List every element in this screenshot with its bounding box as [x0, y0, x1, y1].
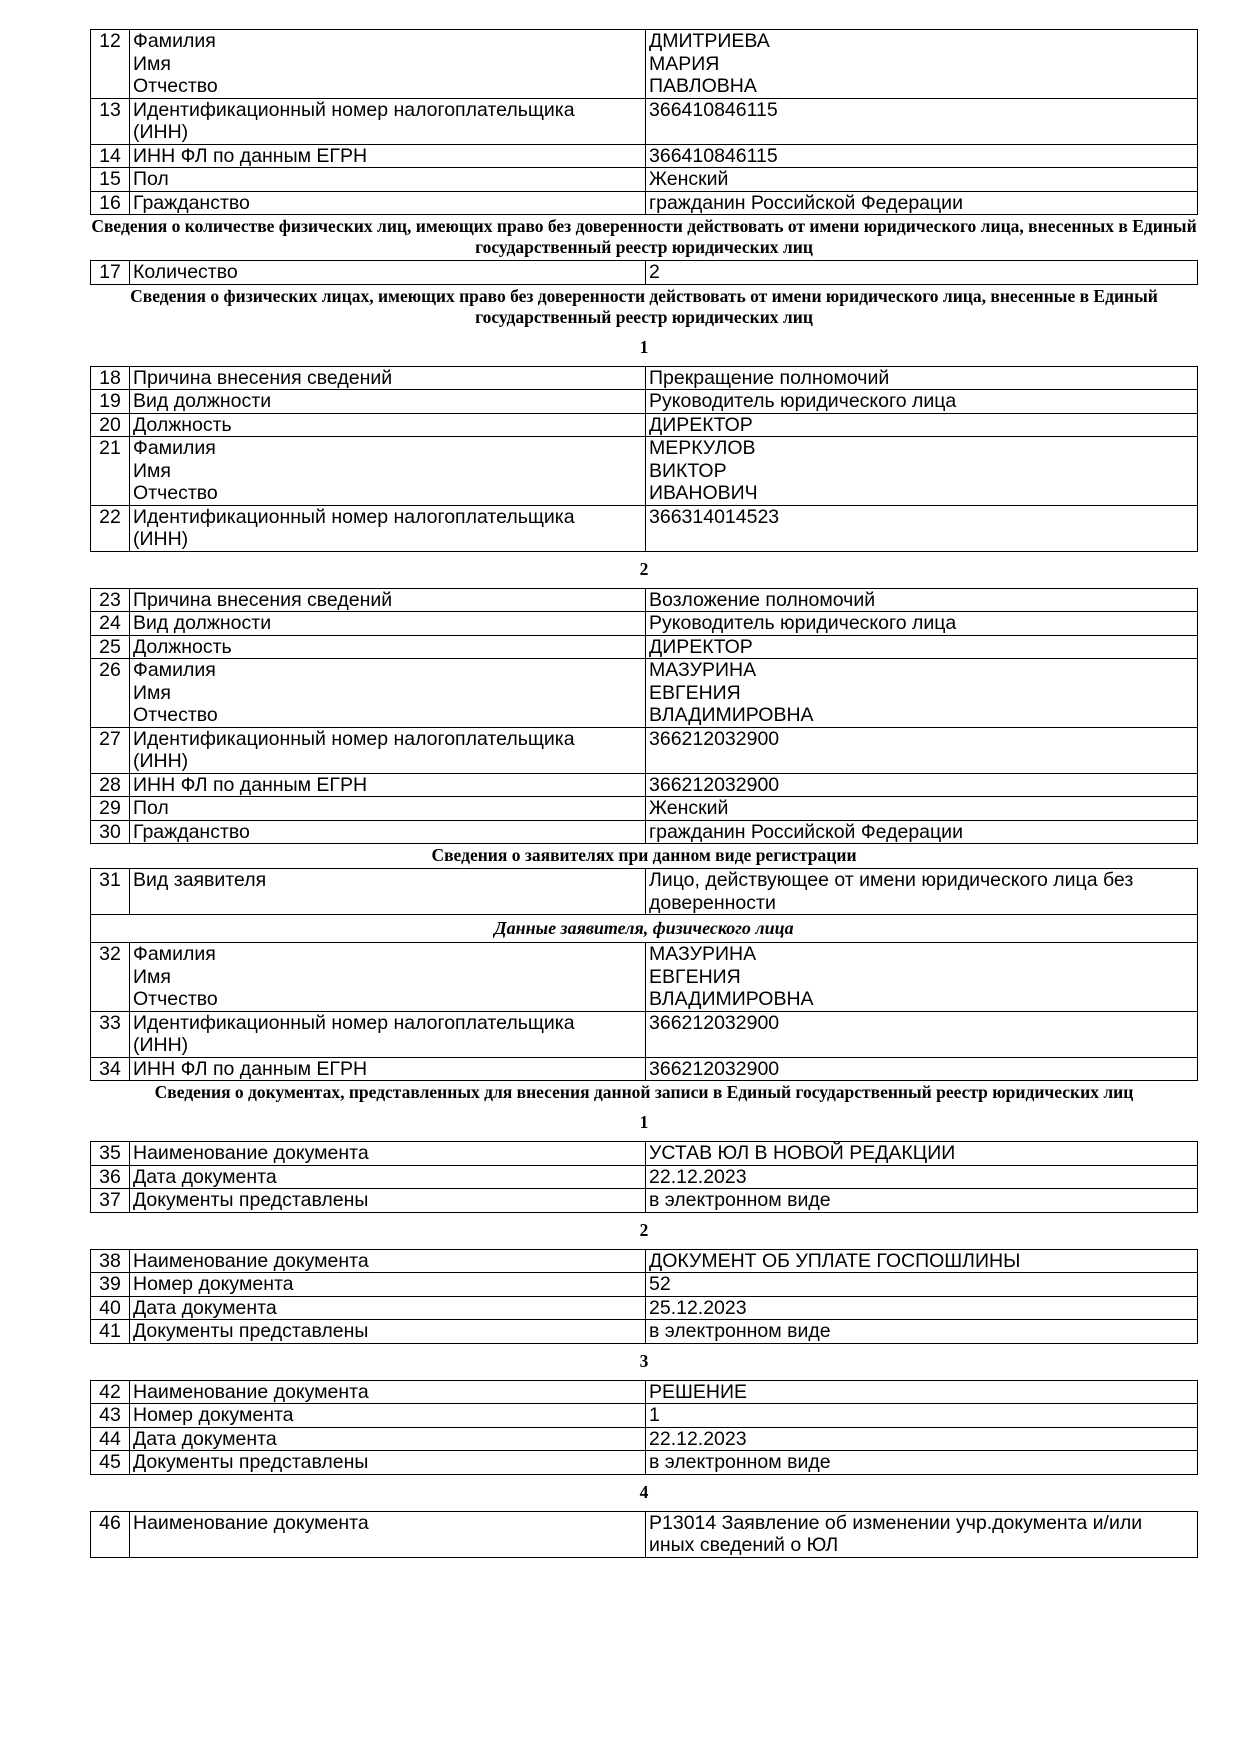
table-row — [91, 1296, 1198, 1320]
field-label: Наименование документа — [130, 1142, 646, 1166]
table-row — [91, 773, 1198, 797]
field-value: 2 — [646, 261, 1198, 285]
field-label: ИНН ФЛ по данным ЕГРН — [130, 1057, 646, 1081]
egrul-record-document — [90, 29, 1198, 1558]
field-value: ДОКУМЕНТ ОБ УПЛАТЕ ГОСПОШЛИНЫ — [646, 1249, 1198, 1273]
row-number: 45 — [91, 1451, 130, 1475]
record-table — [90, 588, 1198, 845]
record-table — [90, 1380, 1198, 1475]
field-value: гражданин Российской Федерации — [646, 191, 1198, 215]
field-label: Номер документа — [130, 1404, 646, 1428]
field-value: Прекращение полномочий — [646, 366, 1198, 390]
table-row — [91, 144, 1198, 168]
table-row — [91, 30, 1198, 99]
field-label: Идентификационный номер налогоплательщика (ИНН) — [130, 1011, 646, 1057]
table-row — [91, 1273, 1198, 1297]
field-value: 366410846115 — [646, 144, 1198, 168]
field-value: ДМИТРИЕВА МАРИЯ ПАВЛОВНА — [646, 30, 1198, 99]
record-table — [90, 260, 1198, 285]
row-number: 39 — [91, 1273, 130, 1297]
row-number: 26 — [91, 659, 130, 728]
row-number: 17 — [91, 261, 130, 285]
field-value: 1 — [646, 1404, 1198, 1428]
field-label: Фамилия Имя Отчество — [130, 943, 646, 1012]
row-number: 24 — [91, 612, 130, 636]
field-label: Фамилия Имя Отчество — [130, 437, 646, 506]
field-label: ИНН ФЛ по данным ЕГРН — [130, 773, 646, 797]
field-label: Пол — [130, 168, 646, 192]
table-row — [91, 1320, 1198, 1344]
row-number: 12 — [91, 30, 130, 99]
row-number: 27 — [91, 727, 130, 773]
field-value: ДИРЕКТОР — [646, 635, 1198, 659]
table-row — [91, 1404, 1198, 1428]
table-row — [91, 659, 1198, 728]
row-number: 41 — [91, 1320, 130, 1344]
row-number: 37 — [91, 1189, 130, 1213]
table-row — [91, 168, 1198, 192]
row-number: 40 — [91, 1296, 130, 1320]
field-label: Дата документа — [130, 1427, 646, 1451]
row-number: 18 — [91, 366, 130, 390]
table-row — [91, 191, 1198, 215]
row-number: 29 — [91, 797, 130, 821]
field-label: Фамилия Имя Отчество — [130, 659, 646, 728]
field-label: Дата документа — [130, 1296, 646, 1320]
field-value: МАЗУРИНА ЕВГЕНИЯ ВЛАДИМИРОВНА — [646, 659, 1198, 728]
row-number: 46 — [91, 1511, 130, 1557]
row-number: 14 — [91, 144, 130, 168]
row-number: 42 — [91, 1380, 130, 1404]
field-value: Р13014 Заявление об изменении учр.документа и/или иных сведений о ЮЛ — [646, 1511, 1198, 1557]
record-table — [90, 366, 1198, 552]
row-number: 15 — [91, 168, 130, 192]
table-row — [91, 437, 1198, 506]
table-row — [91, 635, 1198, 659]
row-number: 20 — [91, 413, 130, 437]
row-number: 38 — [91, 1249, 130, 1273]
table-row — [91, 820, 1198, 844]
field-value: Руководитель юридического лица — [646, 612, 1198, 636]
section-heading: Сведения о документах, представленных для внесения данной записи в Единый государственный реестр юридических лиц — [154, 1082, 1134, 1102]
field-value: 25.12.2023 — [646, 1296, 1198, 1320]
table-row — [91, 1057, 1198, 1081]
row-number: 22 — [91, 505, 130, 551]
row-number: 13 — [91, 98, 130, 144]
field-label: Гражданство — [130, 191, 646, 215]
table-row — [91, 261, 1198, 285]
field-label: Вид заявителя — [130, 869, 646, 915]
section-heading: Сведения о количестве физических лиц, имеющих право без доверенности действовать от имени юридического лица, внесенных в Единый государственный реестр юридических лиц — [91, 216, 1197, 257]
table-row — [91, 943, 1198, 1012]
table-row — [91, 727, 1198, 773]
field-label: Вид должности — [130, 390, 646, 414]
field-value: Возложение полномочий — [646, 588, 1198, 612]
field-value: 22.12.2023 — [646, 1427, 1198, 1451]
field-value: 366212032900 — [646, 727, 1198, 773]
row-number: 30 — [91, 820, 130, 844]
field-value: в электронном виде — [646, 1320, 1198, 1344]
row-number: 23 — [91, 588, 130, 612]
record-table — [90, 1249, 1198, 1344]
field-value: Женский — [646, 168, 1198, 192]
field-value: 22.12.2023 — [646, 1165, 1198, 1189]
table-row — [91, 1451, 1198, 1475]
record-table — [90, 868, 1198, 1081]
field-label: Пол — [130, 797, 646, 821]
field-label: Идентификационный номер налогоплательщика (ИНН) — [130, 505, 646, 551]
applicant-subheading: Данные заявителя, физического лица — [91, 915, 1198, 943]
table-row — [91, 612, 1198, 636]
table-row — [91, 588, 1198, 612]
row-number: 43 — [91, 1404, 130, 1428]
table-row — [91, 1380, 1198, 1404]
row-number: 19 — [91, 390, 130, 414]
table-row — [91, 1511, 1198, 1557]
row-number: 16 — [91, 191, 130, 215]
group-number: 4 — [639, 1481, 649, 1502]
row-number: 36 — [91, 1165, 130, 1189]
field-value: 52 — [646, 1273, 1198, 1297]
field-value: 366212032900 — [646, 1057, 1198, 1081]
field-value: Лицо, действующее от имени юридического лица без доверенности — [646, 869, 1198, 915]
table-row — [91, 869, 1198, 915]
field-label: Гражданство — [130, 820, 646, 844]
field-label: Идентификационный номер налогоплательщика (ИНН) — [130, 98, 646, 144]
field-label: Дата документа — [130, 1165, 646, 1189]
row-number: 31 — [91, 869, 130, 915]
field-value: РЕШЕНИЕ — [646, 1380, 1198, 1404]
field-value: 366212032900 — [646, 773, 1198, 797]
row-number: 28 — [91, 773, 130, 797]
field-label: Вид должности — [130, 612, 646, 636]
table-row — [91, 1011, 1198, 1057]
field-label: Документы представлены — [130, 1451, 646, 1475]
table-row — [91, 797, 1198, 821]
table-row — [91, 1427, 1198, 1451]
table-row — [91, 1249, 1198, 1273]
field-value: 366314014523 — [646, 505, 1198, 551]
group-number: 2 — [639, 1219, 649, 1240]
record-table — [90, 1511, 1198, 1558]
field-label: Фамилия Имя Отчество — [130, 30, 646, 99]
field-label: Документы представлены — [130, 1189, 646, 1213]
field-value: МАЗУРИНА ЕВГЕНИЯ ВЛАДИМИРОВНА — [646, 943, 1198, 1012]
row-number: 21 — [91, 437, 130, 506]
field-label: Наименование документа — [130, 1380, 646, 1404]
field-label: Причина внесения сведений — [130, 366, 646, 390]
table-row — [91, 1142, 1198, 1166]
field-label: Номер документа — [130, 1273, 646, 1297]
table-row — [91, 366, 1198, 390]
field-value: в электронном виде — [646, 1451, 1198, 1475]
table-row — [91, 390, 1198, 414]
table-row — [91, 1189, 1198, 1213]
group-number: 3 — [639, 1350, 649, 1371]
field-value: 366410846115 — [646, 98, 1198, 144]
row-number: 32 — [91, 943, 130, 1012]
field-value: Женский — [646, 797, 1198, 821]
row-number: 35 — [91, 1142, 130, 1166]
table-row — [91, 505, 1198, 551]
group-number: 2 — [639, 558, 649, 579]
table-row — [91, 915, 1198, 943]
field-value: в электронном виде — [646, 1189, 1198, 1213]
record-table — [90, 29, 1198, 215]
section-heading: Сведения о физических лицах, имеющих право без доверенности действовать от имени юридического лица, внесенные в Единый государственный реестр юридических лиц — [130, 285, 1158, 327]
table-row — [91, 413, 1198, 437]
group-number: 1 — [639, 336, 649, 357]
field-label: Должность — [130, 635, 646, 659]
row-number: 34 — [91, 1057, 130, 1081]
field-label: Количество — [130, 261, 646, 285]
row-number: 44 — [91, 1427, 130, 1451]
field-label: Наименование документа — [130, 1249, 646, 1273]
field-value: 366212032900 — [646, 1011, 1198, 1057]
row-number: 33 — [91, 1011, 130, 1057]
field-label: Должность — [130, 413, 646, 437]
field-label: Наименование документа — [130, 1511, 646, 1557]
field-value: Руководитель юридического лица — [646, 390, 1198, 414]
field-value: МЕРКУЛОВ ВИКТОР ИВАНОВИЧ — [646, 437, 1198, 506]
field-label: Причина внесения сведений — [130, 588, 646, 612]
field-label: Документы представлены — [130, 1320, 646, 1344]
table-row — [91, 1165, 1198, 1189]
field-label: Идентификационный номер налогоплательщика (ИНН) — [130, 727, 646, 773]
field-label: ИНН ФЛ по данным ЕГРН — [130, 144, 646, 168]
group-number: 1 — [639, 1112, 649, 1132]
field-value: гражданин Российской Федерации — [646, 820, 1198, 844]
record-table — [90, 1141, 1198, 1213]
row-number: 25 — [91, 635, 130, 659]
field-value: ДИРЕКТОР — [646, 413, 1198, 437]
section-heading: Сведения о заявителях при данном виде регистрации — [431, 845, 857, 865]
field-value: УСТАВ ЮЛ В НОВОЙ РЕДАКЦИИ — [646, 1142, 1198, 1166]
table-row — [91, 98, 1198, 144]
